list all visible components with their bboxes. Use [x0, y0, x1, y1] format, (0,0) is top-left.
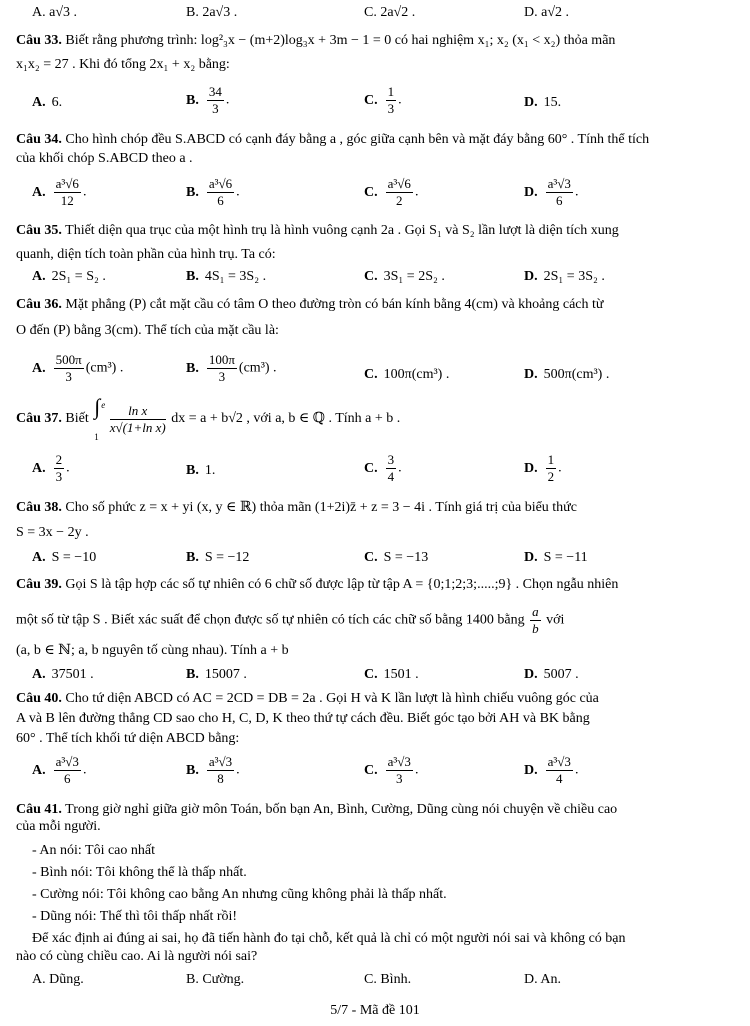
q40-option-a: A. $\frac{\text{a³√3}}{6}$ . — [32, 754, 87, 786]
q39-option-d: D. 5007 . — [524, 667, 579, 682]
q37-option-d: D. $\frac{1}{2}$ . — [524, 452, 562, 484]
q39-option-a: A. 37501 . — [32, 667, 94, 682]
q40-text-line2: A và B lên đường thẳng CD sao cho H, C, D, K theo thứ tự cách đều. Biết góc tạo bởi AH và BK bằng — [16, 711, 590, 726]
q33-option-c: C. $\frac{1}{3}$ . — [364, 84, 402, 116]
q41-statement-cuong: - Cường nói: Tôi không cao bằng An nhưng cũng không phải là thấp nhất. — [32, 887, 447, 902]
q32-option-c: C. 2a√2 . — [364, 5, 416, 20]
q38-text-line1: Câu 38. Cho số phức z = x + yi (x, y ∈ ℝ) thỏa mãn (1+2i)z̄ + z = 3 − 4i . Tính giá trị của biểu thức — [16, 500, 577, 515]
q37-option-b: B. 1. — [186, 463, 216, 478]
q33-option-a: A. 6. — [32, 95, 63, 110]
q35-text-line1: Câu 35. Thiết diện qua trục của một hình trụ là hình vuông cạnh 2a . Gọi S₁ và S₂ lần lượt là diện tích xung — [16, 223, 619, 238]
q40-option-c: C. $\frac{\text{a³√3}}{3}$ . — [364, 754, 419, 786]
q35-option-d: D. 2S₁ = 3S₂ . — [524, 269, 605, 284]
q32-option-d: D. a√2 . — [524, 5, 570, 20]
q41-text-line1: Câu 41. Trong giờ nghỉ giữa giờ môn Toán, bốn bạn An, Bình, Cường, Dũng cùng nói chuyện về chiều cao — [16, 802, 618, 817]
q36-option-c: C. 100π(cm³) . — [364, 367, 450, 382]
q41-option-a: A. Dũng. — [32, 972, 84, 987]
q39-text-line3: (a, b ∈ ℕ; a, b nguyên tố cùng nhau). Tính a + b — [16, 643, 289, 658]
q34-option-b: B. $\frac{\text{a³√6}}{6}$ . — [186, 176, 240, 208]
page-footer: 5/7 - Mã đề 101 — [330, 1003, 420, 1018]
q41-option-c: C. Bình. — [364, 972, 412, 987]
q41-option-d: D. An. — [524, 972, 561, 987]
q36-option-d: D. 500π(cm³) . — [524, 367, 610, 382]
q41-paragraph-line2: nào có cùng chiều cao. Ai là người nói sai? — [16, 949, 258, 964]
q38-option-b: B. S = −12 — [186, 550, 250, 565]
q37-text-line1: Câu 37. Biết ∫ e 1 $\frac{\text{ln x}}{\text{x√(1+ln x)}}$ dx = a + b√2 , với a, b ∈ ℚ . Tính a + b . — [16, 394, 401, 442]
q32-option-b: B. 2a√3 . — [186, 5, 238, 20]
q38-option-c: C. S = −13 — [364, 550, 429, 565]
q33-label: Câu 33. — [16, 33, 62, 48]
q33-text-line1: Câu 33. Biết rằng phương trình: log²₃x − (m+2)log₃x + 3m − 1 = 0 có hai nghiệm x₁; x₂ (x₁ < x₂) thỏa mãn — [16, 33, 616, 48]
q41-label: Câu 41. — [16, 802, 62, 817]
q39-text-line1: Câu 39. Gọi S là tập hợp các số tự nhiên có 6 chữ số được lập từ tập A = {0;1;2;3;.....;9} . Chọn ngẫu nhiên — [16, 577, 619, 592]
q41-paragraph-line1: Để xác định ai đúng ai sai, họ đã tiến hành đo tại chỗ, kết quả là chỉ có một người nói sai và không có bạn — [32, 931, 626, 946]
q37-label: Câu 37. — [16, 411, 62, 427]
q35-text-line2: quanh, diện tích toàn phần của hình trụ. Ta có: — [16, 247, 276, 262]
q36-text-line1: Câu 36. Mặt phẳng (P) cắt mặt cầu có tâm O theo đường tròn có bán kính bằng 4(cm) và khoảng cách từ — [16, 297, 604, 312]
q38-text-line2: S = 3x − 2y . — [16, 525, 89, 540]
q34-option-c: C. $\frac{\text{a³√6}}{2}$ . — [364, 176, 419, 208]
q33-option-b: B. $\frac{34}{3}$ . — [186, 84, 230, 116]
q33-text-line2: x₁x₂ = 27 . Khi đó tổng 2x₁ + x₂ bằng: — [16, 57, 230, 72]
q38-option-d: D. S = −11 — [524, 550, 588, 565]
q34-text-line2: của khối chóp S.ABCD theo a . — [16, 151, 193, 166]
q41-statement-an: - An nói: Tôi cao nhất — [32, 843, 155, 858]
q39-option-c: C. 1501 . — [364, 667, 419, 682]
q35-option-a: A. 2S₁ = S₂ . — [32, 269, 106, 284]
q32-option-a: A. a√3 . — [32, 5, 78, 20]
q39-text-line2: một số từ tập S . Biết xác suất để chọn được số tự nhiên có tích các chữ số bằng 1400 bằng $\frac{a}{b}$ với — [16, 604, 565, 636]
q40-text-line3: 60° . Thể tích khối tứ diện ABCD bằng: — [16, 731, 240, 746]
q36-text-line2: O đến (P) bằng 3(cm). Thể tích của mặt cầu là: — [16, 323, 279, 338]
q38-label: Câu 38. — [16, 500, 62, 515]
q34-text-line1: Câu 34. Cho hình chóp đều S.ABCD có cạnh đáy bằng a , góc giữa cạnh bên và mặt đáy bằng 60° . Tính thể tích — [16, 132, 650, 147]
q41-option-b: B. Cường. — [186, 972, 245, 987]
q35-option-b: B. 4S₁ = 3S₂ . — [186, 269, 267, 284]
q36-option-b: B. $\frac{100\pi}{3}$ (cm³) . — [186, 352, 277, 384]
q38-option-a: A. S = −10 — [32, 550, 97, 565]
q39-option-b: B. 15007 . — [186, 667, 247, 682]
q40-text-line1: Câu 40. Cho tứ diện ABCD có AC = 2CD = DB = 2a . Gọi H và K lần lượt là hình chiếu vuông góc của — [16, 691, 599, 706]
q35-label: Câu 35. — [16, 223, 62, 238]
q41-text-line2: của mỗi người. — [16, 819, 101, 834]
q34-option-a: A. $\frac{\text{a³√6}}{12}$ . — [32, 176, 87, 208]
q35-option-c: C. 3S₁ = 2S₂ . — [364, 269, 445, 284]
q36-label: Câu 36. — [16, 297, 62, 312]
q36-option-a: A. $\frac{500\pi}{3}$ (cm³) . — [32, 352, 124, 384]
q37-option-a: A. $\frac{2}{3}$ . — [32, 452, 70, 484]
q33-option-d: D. 15. — [524, 95, 562, 110]
q40-option-d: D. $\frac{\text{a³√3}}{4}$ . — [524, 754, 579, 786]
q39-label: Câu 39. — [16, 577, 62, 592]
q41-statement-binh: - Bình nói: Tôi không thể là thấp nhất. — [32, 865, 247, 880]
q34-option-d: D. $\frac{\text{a³√3}}{6}$ . — [524, 176, 579, 208]
q40-label: Câu 40. — [16, 691, 62, 706]
q34-label: Câu 34. — [16, 132, 62, 147]
q41-statement-dung: - Dũng nói: Thế thì tôi thấp nhất rồi! — [32, 909, 238, 924]
q37-option-c: C. $\frac{3}{4}$ . — [364, 452, 402, 484]
q40-option-b: B. $\frac{\text{a³√3}}{8}$ . — [186, 754, 240, 786]
integral-sign: ∫ e 1 — [94, 394, 106, 442]
